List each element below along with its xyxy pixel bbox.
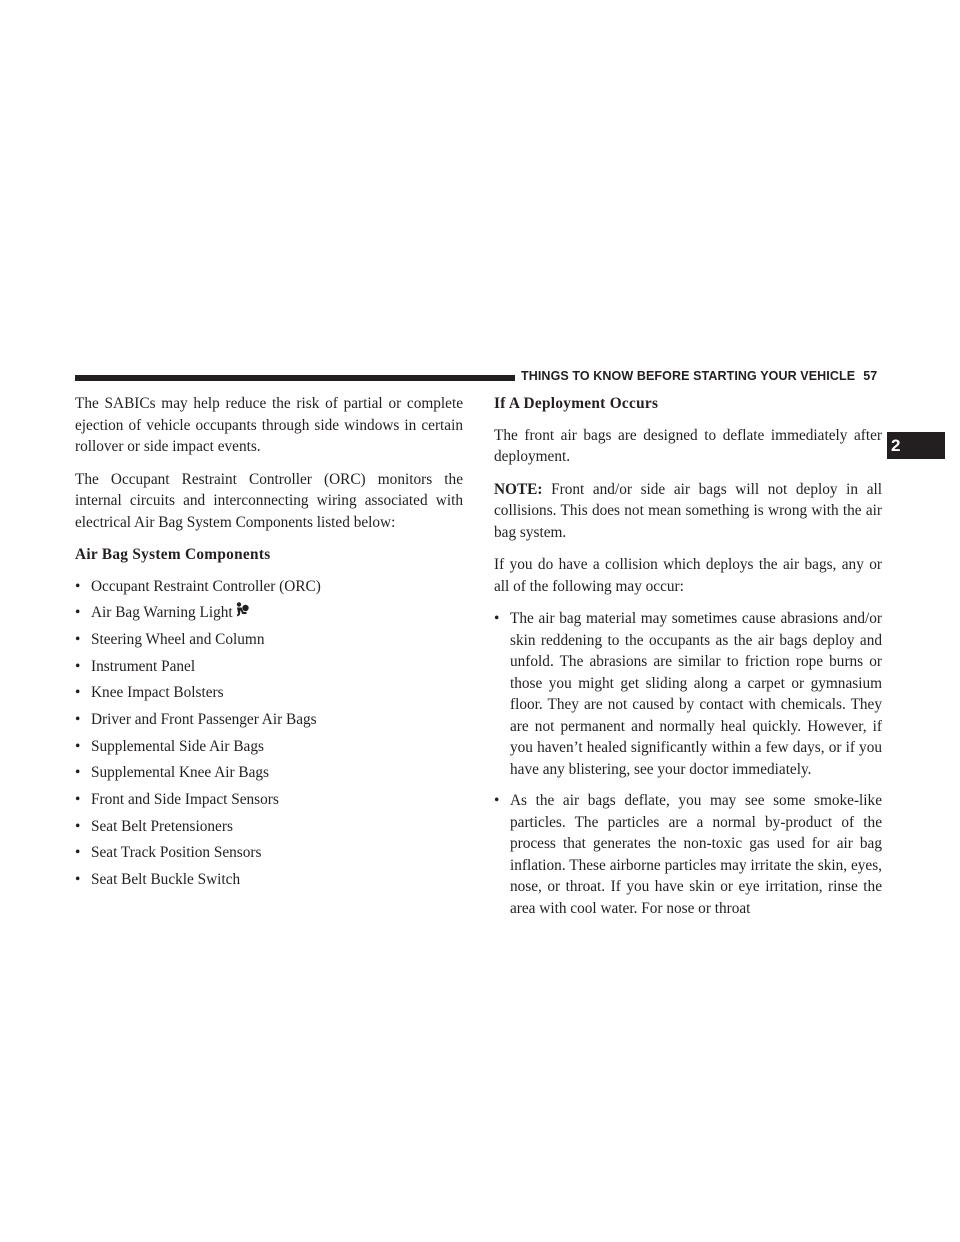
list-item: • Air Bag Warning Light	[75, 602, 463, 624]
page-number: 57	[863, 369, 878, 383]
list-item: • Instrument Panel	[75, 656, 463, 678]
list-item: • The air bag material may sometimes cause abrasions and/or skin reddening to the occupants as the air bags deploy and unfold. The abrasions are similar to friction rope burns or those you might get sliding along a carpet or gymnasium floor. They are not caused by contact with chemicals. They are not permanent and normally heal quickly. However, if you haven’t healed significantly within a few days, or if you have any blistering, see your doctor immediately.	[494, 608, 882, 780]
list-item: • Occupant Restraint Controller (ORC)	[75, 576, 463, 598]
chapter-tab: 2	[887, 432, 945, 459]
list-item: • Supplemental Knee Air Bags	[75, 762, 463, 784]
list-item: • Seat Belt Pretensioners	[75, 816, 463, 838]
list-item: • Seat Belt Buckle Switch	[75, 869, 463, 891]
running-header	[521, 369, 877, 383]
list-item: • Knee Impact Bolsters	[75, 682, 463, 704]
header-title: THINGS TO KNOW BEFORE STARTING YOUR VEHICLE	[521, 369, 856, 383]
effects-list	[494, 608, 882, 919]
list-item: • Seat Track Position Sensors	[75, 842, 463, 864]
note-text: Front and/or side air bags will not deploy in all collisions. This does not mean something is wrong with the air bag system.	[494, 480, 882, 541]
components-heading: Air Bag System Components	[75, 546, 271, 563]
deflate-paragraph: The front air bags are designed to deflate immediately after deployment.	[494, 426, 882, 465]
note-label: NOTE:	[494, 480, 543, 498]
list-item: • Driver and Front Passenger Air Bags	[75, 709, 463, 731]
list-item: • Front and Side Impact Sensors	[75, 789, 463, 811]
list-item: • Supplemental Side Air Bags	[75, 736, 463, 758]
right-column	[494, 393, 882, 929]
collision-paragraph: If you do have a collision which deploys the air bags, any or all of the following may occur:	[494, 556, 882, 595]
list-item: • Steering Wheel and Column	[75, 629, 463, 651]
list-item: • As the air bags deflate, you may see some smoke-like particles. The particles are a normal by-product of the process that generates the non-toxic gas used for air bag inflation. These airborne particles may irritate the skin, eyes, nose, or throat. If you have skin or eye irritation, rinse the area with cool water. For nose or throat	[494, 790, 882, 919]
orc-paragraph: The Occupant Restraint Controller (ORC) monitors the internal circuits and interconnecting wiring associated with electrical Air Bag System Components listed below:	[75, 470, 463, 531]
header-rule	[75, 375, 515, 381]
left-column	[75, 393, 463, 896]
note-paragraph	[494, 479, 882, 544]
components-list	[75, 576, 463, 891]
air-bag-warning-icon	[234, 602, 250, 618]
sabic-paragraph: The SABICs may help reduce the risk of partial or complete ejection of vehicle occupants through side windows in certain rollover or side impact events.	[75, 395, 463, 455]
deployment-heading: If A Deployment Occurs	[494, 395, 659, 412]
